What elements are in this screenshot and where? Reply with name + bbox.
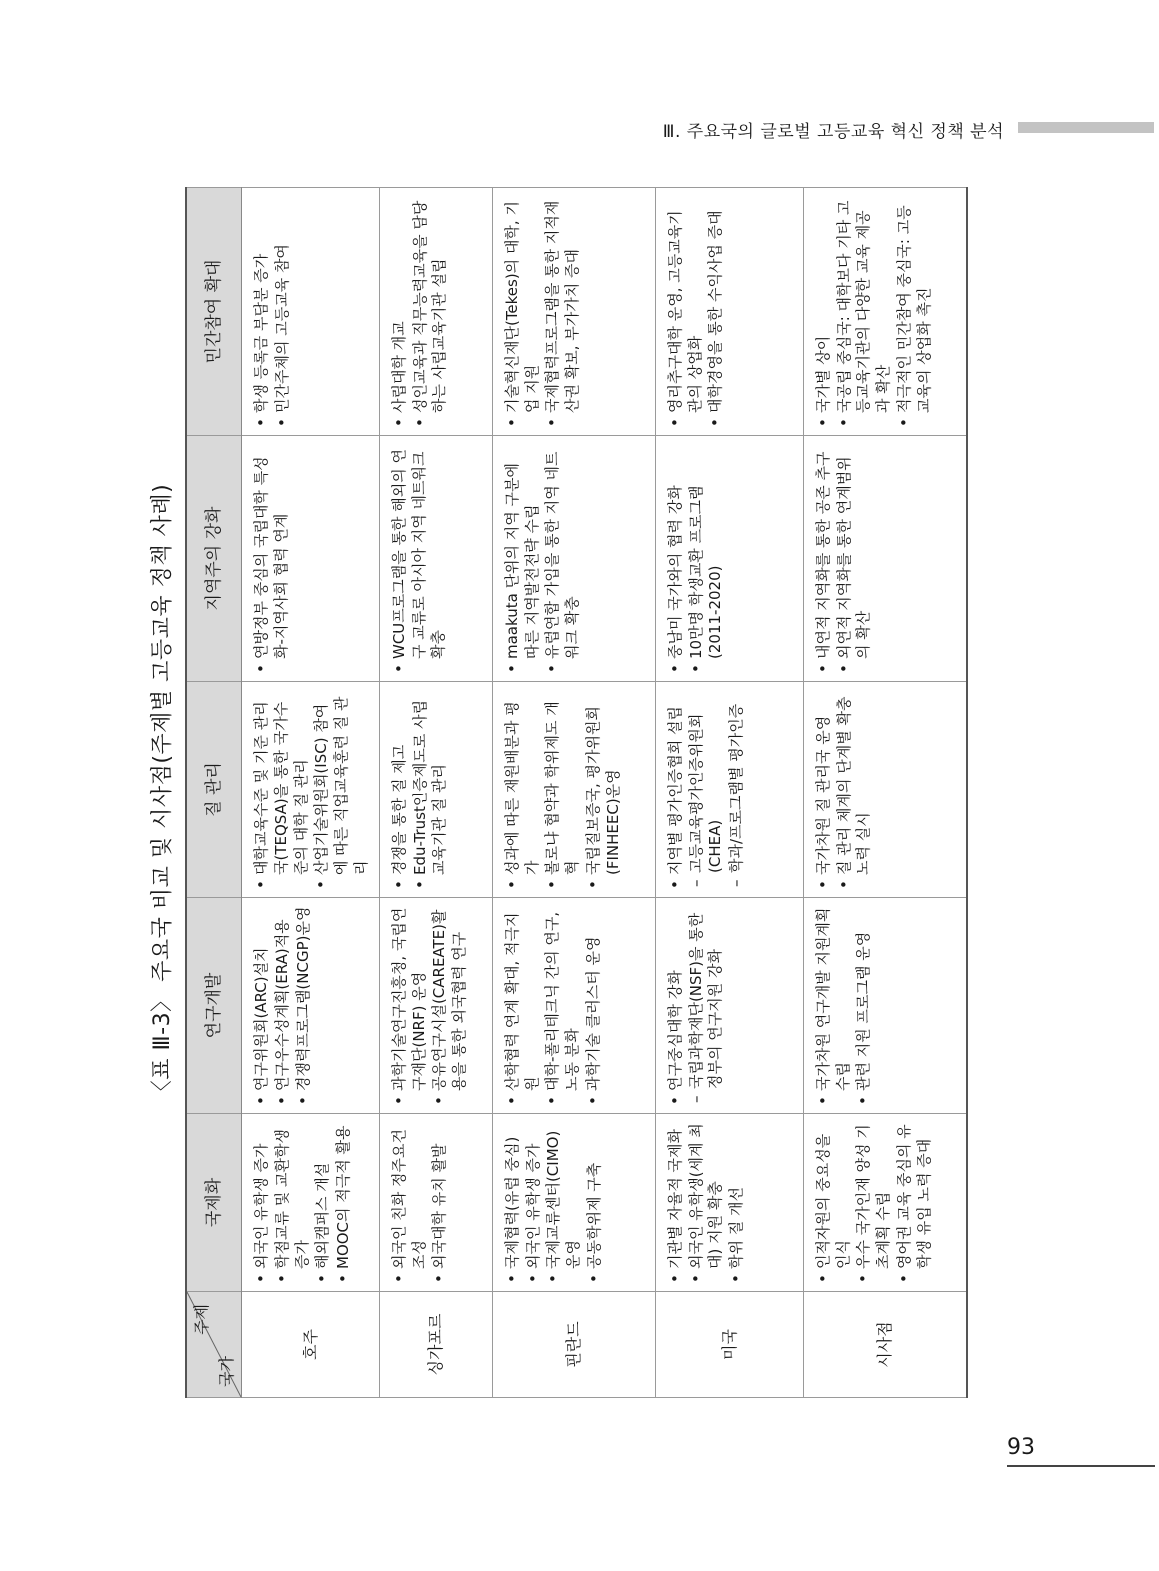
bullet-item: • 성과에 따른 재원배분과 평가 [503, 690, 543, 889]
corner-header-cell [186, 1292, 242, 1398]
bullet-item: • 대학교육수준 및 기준 관리국(TEQSA)을 통한 국가수준의 대학 질 관리 [252, 690, 311, 889]
column-header: 질 관리 [186, 682, 242, 898]
bullet-list [390, 444, 449, 673]
table-cell [492, 682, 655, 898]
table-cell [803, 682, 967, 898]
bullet-item: • 영어권 교육 중심의 유학생 유입 노력 증대 [895, 1122, 935, 1283]
bullet-item: • 국공립 중심국: 대학보다 기타 고등교육기관의 다양한 교육 제공과 확산 [835, 196, 894, 427]
bullet-item: • 유럽연합 가입을 통한 지역 네트워크 확충 [543, 444, 583, 673]
bullet-item: • WCU프로그램을 통한 해외의 연구 교류로 아시아 지역 네트워크 확충 [390, 444, 449, 673]
table-row [803, 188, 967, 1398]
column-header: 민간참여 확대 [186, 188, 242, 436]
bullet-item: • maakuta 단위의 지역 구분에 따른 지역발전전략 수립 [503, 444, 543, 673]
table-row [492, 188, 655, 1398]
rotated-table-page [143, 188, 1003, 1398]
table-cell [242, 436, 380, 682]
country-cell: 호주 [242, 1292, 380, 1398]
table-cell [242, 682, 380, 898]
table-body [242, 188, 968, 1398]
bullet-item: • 연방정부 중심의 국립대학 특성화-지역사회 협력 연계 [252, 444, 292, 673]
country-cell: 미국 [655, 1292, 803, 1398]
bullet-item: • 학점교류 및 교환학생 증가 [273, 1122, 313, 1283]
bullet-item: • 우수 국가인재 양성 기초계획 수립 [854, 1122, 894, 1283]
bullet-list [252, 444, 292, 673]
bullet-item: • 대학-폴리테크닉 간의 연구, 노동 분화 [543, 906, 583, 1105]
table-header-row [186, 188, 242, 1398]
bullet-item: • 국제협력(유럽 중심) [503, 1122, 523, 1283]
bullet-item: • 산업기술위원회(ISC) 참여에 따른 직업교육훈련 질 관리 [312, 690, 371, 889]
bullet-item: • 대학경영을 통한 수익사업 증대 [706, 196, 726, 427]
policy-table [185, 187, 968, 1398]
table-row [655, 188, 803, 1398]
bullet-item: • 볼로냐 협약과 학위제도 개혁 [543, 690, 583, 889]
bullet-list [666, 444, 726, 673]
bullet-item: • 외국대학 유치 활발 [430, 1122, 450, 1283]
bullet-list [666, 196, 726, 427]
bullet-item: • 공유연구시설(CAREATE)활용을 통한 외국협력 연구 [430, 906, 470, 1105]
table-cell [655, 436, 803, 682]
bullet-item: • 외국인 유학생(세계 최대) 지원 확충 [687, 1122, 727, 1283]
bullet-item: • 기술혁신재단(Tekes)의 대학, 기업 지원 [503, 196, 543, 427]
bullet-list [814, 444, 874, 673]
bullet-item: • 민간주체의 고등교육 참여 [273, 196, 293, 427]
table-cell [242, 898, 380, 1114]
bullet-item: • 관련 지원 프로그램 운영 [854, 906, 874, 1105]
bullet-list [503, 690, 624, 889]
bullet-item: • 국제교류센터(CIMO) 운영 [544, 1122, 584, 1283]
bullet-list [252, 906, 313, 1105]
bullet-list [666, 690, 747, 889]
table-cell [242, 1114, 380, 1292]
bullet-list [814, 1122, 935, 1283]
table-row [379, 188, 492, 1398]
bullet-item: • 국가차원 질 관리국 운영 [814, 690, 834, 889]
bullet-item: • 외국인 유학생 증가 [524, 1122, 544, 1283]
bullet-item: • Edu-Trust인증제도로 사립교육기관 질 관리 [411, 690, 451, 889]
dash-item: – 학과/프로그램별 평가인증 [727, 690, 747, 887]
header-bar [1018, 122, 1154, 133]
table-cell [492, 898, 655, 1114]
bullet-list [666, 1122, 747, 1283]
bullet-list [252, 1122, 354, 1283]
table-cell [655, 188, 803, 436]
bullet-item: • 연구우수성계획(ERA)적용 [273, 906, 293, 1105]
bullet-item: • 연구중심대학 강화 [666, 906, 686, 1105]
table-cell [379, 898, 492, 1114]
bullet-list [503, 906, 604, 1105]
bullet-item: • 학생 등록금 부담분 증가 [252, 196, 272, 427]
bullet-item: • 영리추구대학 운영, 고등교육기관의 상업화 [666, 196, 706, 427]
bullet-item: • 외국인 유학생 증가 [252, 1122, 272, 1283]
footer-rule [1007, 1465, 1155, 1467]
table-cell [379, 682, 492, 898]
dash-item: – 고등교육평가인증위원회(CHEA) [687, 690, 727, 887]
bullet-list [503, 444, 583, 673]
bullet-item: • 기관별 자율적 국제화 [666, 1122, 686, 1283]
page-number: 93 [1007, 1435, 1035, 1460]
bullet-item: • MOOC의 적극적 활용 [334, 1122, 354, 1283]
table-cell [492, 1114, 655, 1292]
table-cell [803, 436, 967, 682]
table-cell [803, 188, 967, 436]
bullet-list [252, 690, 372, 889]
bullet-item: • 해외캠퍼스 개설 [313, 1122, 333, 1283]
bullet-item: • 지역별 평가인증협회 설립 [666, 690, 686, 889]
bullet-list [814, 690, 874, 889]
bullet-item: • 국가차원 연구개발 지원계획 수립 [814, 906, 854, 1105]
table-cell [492, 188, 655, 436]
bullet-item: • 국립질보증국, 평가위원회(FINHEEC)운영 [584, 690, 624, 889]
column-header: 지역주의 강화 [186, 436, 242, 682]
bullet-item: • 과학기술연구진흥청, 국립연구재단(NRF) 운영 [390, 906, 430, 1105]
bullet-item: • 과학기술 클러스터 운영 [584, 906, 604, 1105]
country-cell: 시사점 [803, 1292, 967, 1398]
bullet-list [390, 1122, 450, 1283]
bullet-list [503, 1122, 605, 1283]
table-cell [803, 1114, 967, 1292]
table-cell [379, 188, 492, 436]
bullet-item: • 산학협력 연계 확대, 적극지원 [503, 906, 543, 1105]
bullet-list [390, 196, 450, 427]
bullet-list [503, 196, 583, 427]
corner-topic-label: 주제 [192, 1304, 211, 1335]
column-header: 국제화 [186, 1114, 242, 1292]
bullet-item: • 공동학위제 구축 [585, 1122, 605, 1283]
country-cell: 핀란드 [492, 1292, 655, 1398]
table-cell [379, 436, 492, 682]
table-cell [492, 436, 655, 682]
bullet-item: • 적극적인 민간참여 중심국: 고등교육의 상업화 촉진 [895, 196, 935, 427]
bullet-item: • 연구위원회(ARC)설치 [252, 906, 272, 1105]
bullet-list [814, 196, 935, 427]
bullet-item: • 내연적 지역화를 통한 공존 추구 [814, 444, 834, 673]
bullet-list [390, 906, 470, 1105]
bullet-list [814, 906, 874, 1105]
table-row [242, 188, 380, 1398]
bullet-item: • 인적자원의 중요성을 인식 [814, 1122, 854, 1283]
bullet-item: • 질 관리 체계의 단계별 확충 노력 실시 [835, 690, 875, 889]
table-caption: 〈표 Ⅲ-3〉 주요국 비교 및 시사점(주제별 고등교육 정책 사례) [150, 483, 175, 1103]
corner-country-label: 국가 [216, 1356, 236, 1387]
bullet-item: • 중남미 국가와의 협력 강화 [666, 444, 686, 673]
bullet-list [666, 906, 726, 1105]
bullet-item: • 성인교육과 직무능력교육을 담당하는 사립교육기관 설립 [411, 196, 451, 427]
table-cell [379, 1114, 492, 1292]
table-cell [655, 898, 803, 1114]
table-cell [655, 682, 803, 898]
table-cell [803, 898, 967, 1114]
bullet-item: • 사립대학 개교 [390, 196, 410, 427]
dash-item: – 국립과학재단(NSF)을 통한 정부의 연구지원 강화 [687, 906, 727, 1103]
table-cell [242, 188, 380, 436]
bullet-item: • 국가별 상이 [814, 196, 834, 427]
bullet-list [252, 196, 293, 427]
bullet-list [390, 690, 450, 889]
bullet-item: • 10만명 학생교환 프로그램(2011-2020) [687, 444, 727, 673]
bullet-item: • 경쟁력프로그램(NCGP)운영 [294, 906, 314, 1105]
country-cell: 싱가포르 [379, 1292, 492, 1398]
bullet-item: • 경쟁을 통한 질 제고 [390, 690, 410, 889]
bullet-item: • 외연적 지역화를 통한 연계범위의 확산 [835, 444, 875, 673]
bullet-item: • 외국인 친화 정주요건 조성 [390, 1122, 430, 1283]
bullet-item: • 국제협력프로그램을 통한 지적재산권 확보, 부가가치 증대 [543, 196, 583, 427]
running-header: Ⅲ. 주요국의 글로벌 고등교육 혁신 정책 분석 [662, 122, 1004, 142]
column-header: 연구개발 [186, 898, 242, 1114]
table-cell [655, 1114, 803, 1292]
bullet-item: • 학위 질 개선 [727, 1122, 747, 1283]
